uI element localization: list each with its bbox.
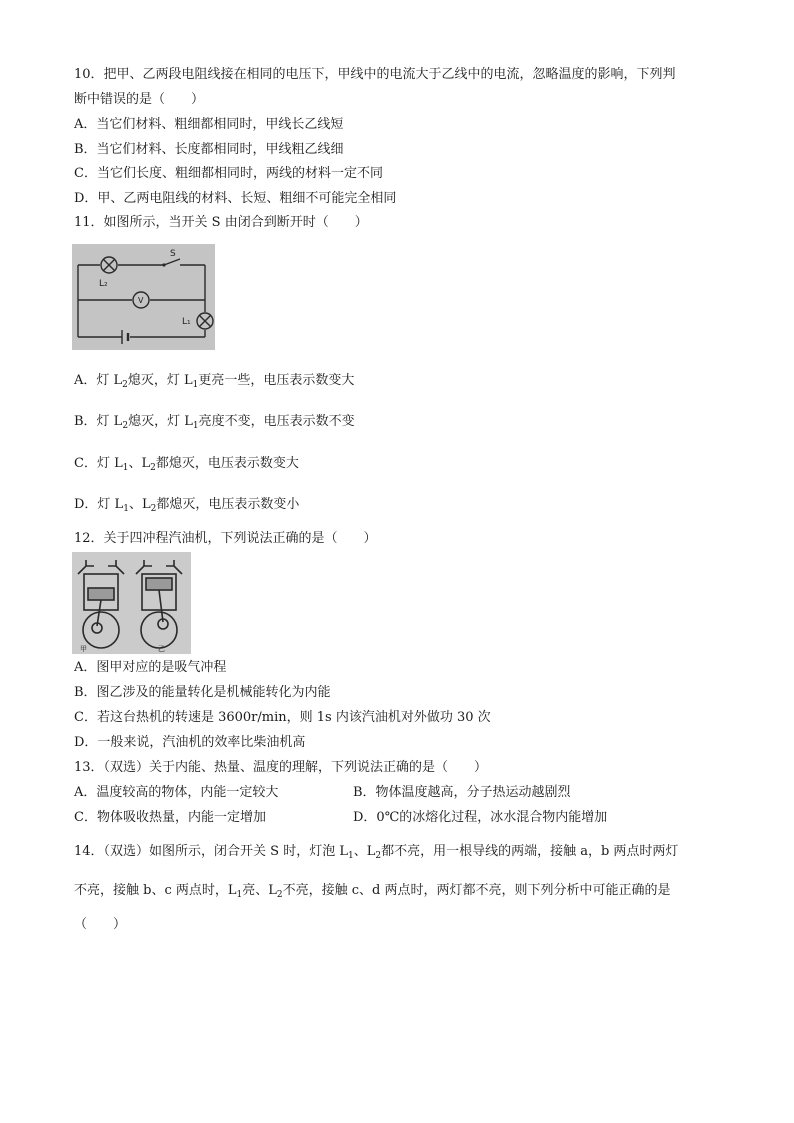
lamp-l1-label: L₁ <box>182 317 191 327</box>
q13-option-d: D．0℃的冰熔化过程，冰水混合物内能增加 <box>353 810 608 825</box>
q13-stem: 13．（双选）关于内能、热量、温度的理解，下列说法正确的是（ ） <box>74 760 488 775</box>
q10-option-d: D．甲、乙两电阻线的材料、长短、粗细不可能完全相同 <box>74 191 397 206</box>
q10-option-a: A．当它们材料、粗细都相同时，甲线长乙线短 <box>74 117 344 132</box>
q12-stem: 12．关于四冲程汽油机，下列说法正确的是（ ） <box>74 531 377 546</box>
switch-contact <box>162 263 165 266</box>
q10-option-b: B．当它们材料、长度都相同时，甲线粗乙线细 <box>74 142 344 157</box>
q14-stem-line2: 不亮，接触 b、c 两点时，$L_1$亮、$L_2$不亮，接触 c、d 两点时，两灯都不亮，则下列分析中可能正确的是 <box>74 883 671 900</box>
q11-stem: 11．如图所示，当开关 S 由闭合到断开时（ ） <box>74 215 368 230</box>
q13-option-a: A．温度较高的物体，内能一定较大 <box>74 785 279 800</box>
q13-option-c: C．物体吸收热量，内能一定增加 <box>74 810 266 825</box>
q10-stem-line2: 断中错误的是（ ） <box>74 92 205 107</box>
q11-option-c: C．灯 $L_1$、$L_2$都熄灭，电压表示数变大 <box>74 456 299 473</box>
engine-left-label: 甲 <box>80 645 87 653</box>
q10-stem-line1: 10．把甲、乙两段电阻线接在相同的电压下，甲线中的电流大于乙线中的电流，忽略温度的影响，下列判 <box>74 67 676 82</box>
q14-stem-line1: 14．（双选）如图所示，闭合开关 S 时，灯泡 $L_1$、$L_2$都不亮，用一根导线的两端，接触 a，b 两点时两灯 <box>74 844 679 861</box>
q12-option-c: C．若这台热机的转速是 3600r/min，则 1s 内该汽油机对外做功 30 次 <box>74 710 491 725</box>
engine-diagram <box>72 552 191 654</box>
q13-option-b: B．物体温度越高，分子热运动越剧烈 <box>353 785 571 800</box>
q11-option-b: B．灯 $L_2$熄灭，灯 $L_1$亮度不变，电压表示数不变 <box>74 414 355 431</box>
q10-option-c: C．当它们长度、粗细都相同时，两线的材料一定不同 <box>74 166 383 181</box>
q11-option-a: A．灯 $L_2$熄灭，灯 $L_1$更亮一些，电压表示数变大 <box>74 373 355 390</box>
q12-option-b: B．图乙涉及的能量转化是机械能转化为内能 <box>74 685 331 700</box>
q12-option-d: D．一般来说，汽油机的效率比柴油机高 <box>74 735 306 750</box>
q11-circuit-figure <box>72 244 215 350</box>
q12-option-a: A．图甲对应的是吸气冲程 <box>74 660 227 675</box>
q11-option-d: D．灯 $L_1$、$L_2$都熄灭，电压表示数变小 <box>74 497 300 514</box>
q14-stem-line3: （ ） <box>74 917 127 932</box>
q12-engine-figure <box>72 552 191 654</box>
lamp-l2-label: L₂ <box>99 279 108 289</box>
circuit-diagram <box>72 244 215 350</box>
switch-label: S <box>170 249 176 259</box>
voltmeter-label: V <box>138 296 144 305</box>
engine-right-label: 乙 <box>158 645 165 653</box>
